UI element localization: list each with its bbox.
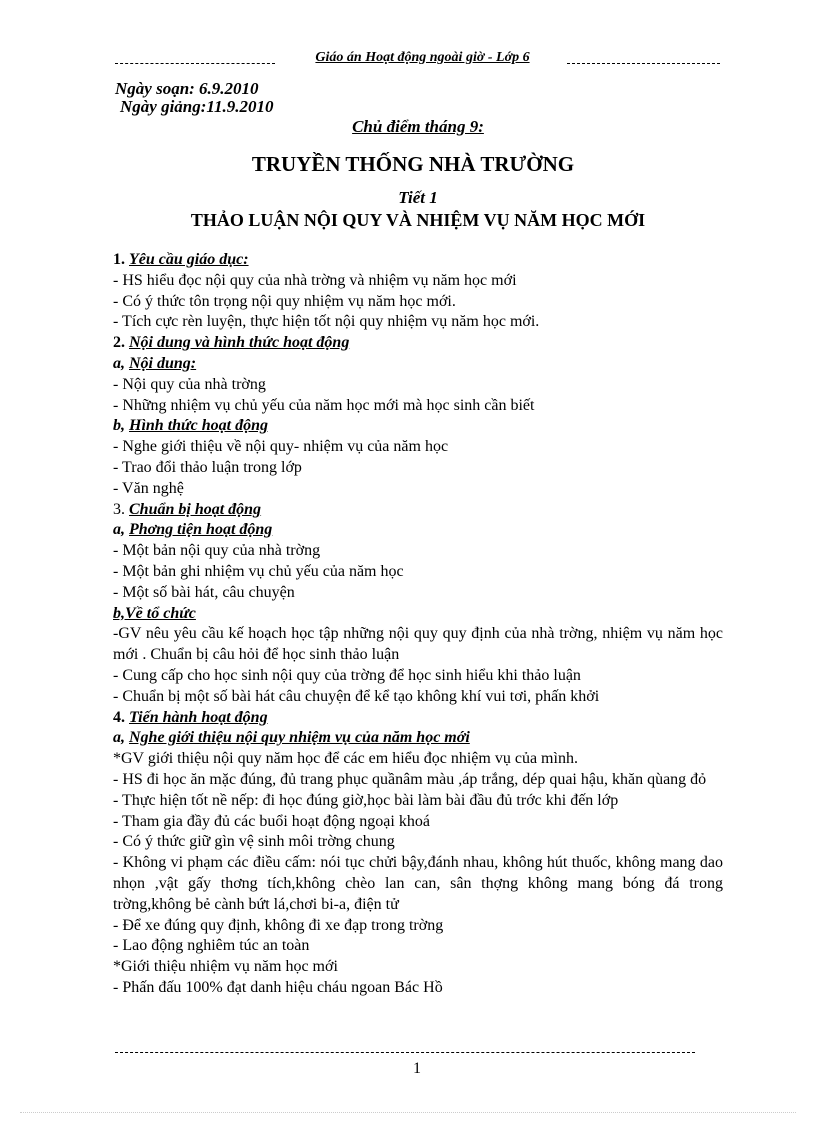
s4-line-1: *GV giới thiệu nội quy năm học để các em hiểu đọc nhiệm vụ của mình. [113,750,578,768]
section-3-heading: 3. Chuẩn bị hoạt động [113,500,262,518]
header-text: Giáo án Hoạt động ngoài giờ - Lớp 6 [315,50,530,65]
s4-line-4: - Tham gia đầy đủ các buổi hoạt động ngoại khoá [113,812,430,830]
lesson-subtitle: THẢO LUẬN NỘI QUY VÀ NHIỆM VỤ NĂM HỌC MỚI [190,210,646,230]
footer-dashes [115,1052,695,1053]
s3-a-heading: a, Phơng tiện hoạt động [113,521,273,539]
s2-a-line-2: - Những nhiệm vụ chủ yếu của năm học mới mà học sinh cần biết [113,396,535,414]
page-number: 1 [413,1060,421,1077]
s4-line-10: - Phấn đấu 100% đạt danh hiệu cháu ngoan Bác Hồ [113,978,443,996]
page-title: TRUYỀN THỐNG NHÀ TRƯỜNG [251,152,575,176]
s1-line-3: - Tích cực rèn luyện, thực hiện tốt nội quy nhiệm vụ năm học mới. [113,313,540,331]
section-1-heading: 1. Yêu cầu giáo dục: [113,251,249,268]
s1-line-1: - HS hiểu đọc nội quy của nhà trờng và nhiệm vụ năm học mới [113,271,517,289]
s2-b-heading: b, Hình thức hoạt động [113,417,268,435]
s4-line-8: - Lao động nghiêm túc an toàn [113,937,310,955]
s3-a-line-3: - Một số bài hát, câu chuyện [113,583,295,601]
s4-a-heading: a, Nghe giới thiệu nội quy nhiệm vụ của năm học mới [113,729,470,747]
s2-a-line-1: - Nội quy của nhà trờng [113,375,266,393]
s2-b-line-1: - Nghe giới thiệu về nội quy- nhiệm vụ của năm học [113,438,449,456]
s4-line-3: - Thực hiện tốt nề nếp: đi học đúng giờ,học bài làm bài đầu đủ trớc khi đến lớp [113,791,619,809]
dates-block [115,80,273,116]
document-body [113,250,723,999]
s2-b-line-2: - Trao đổi thảo luận trong lớp [113,458,302,476]
s3-a-line-2: - Một bản ghi nhiệm vụ chủ yếu của năm học [113,562,404,580]
chu-diem: Chủ điểm tháng 9: [352,117,484,136]
s4-line-5: - Có ý thức giữ gìn vệ sinh môi trờng chung [113,833,395,851]
section-2-heading: 2. Nội dung và hình thức hoạt động [113,334,350,352]
s2-a-heading: a, Nội dung: [113,354,197,372]
s3-b-heading: b,Về tổ chức [113,604,196,622]
s3-b-line-3: - Chuẩn bị một số bài hát câu chuyện để kể tạo không khí vui tơi, phấn khởi [113,687,600,705]
s4-line-2: - HS đi học ăn mặc đúng, đủ trang phục quầnâm màu ,áp trắng, dép quai hậu, khăn qùang đỏ [113,770,707,788]
s3-a-line-1: - Một bản nội quy của nhà trờng [113,542,321,560]
header-dashes-right [567,53,720,64]
s4-line-7: - Để xe đúng quy định, không đi xe đạp trong trờng [113,916,444,934]
header-dashes-left [115,53,275,64]
s4-line-6: - Không vi phạm các điều cấm: nói tục chửi bậy,đánh nhau, không hút thuốc, không mang dao nhọn ,vật gấy thơng tích,không chèo lan can, sân thợng không mang bóng đá trong trờng,không bẻ cành bứt lá,chơi bi-a, điện tử [113,854,723,913]
page-header [115,50,720,70]
s4-line-9: *Giới thiệu nhiệm vụ năm học mới [113,958,338,976]
date-soan: Ngày soạn: 6.9.2010 [115,79,259,98]
page-bottom-border [20,1112,796,1113]
s3-b-line-1: -GV nêu yêu cầu kế hoạch học tập những nội quy quy định của nhà trờng, nhiệm vụ năm học mới . Chuẩn bị câu hỏi để học sinh thảo luận [113,625,723,664]
section-4-heading: 4. Tiến hành hoạt động [113,708,268,726]
s2-b-line-3: - Văn nghệ [113,479,184,497]
s3-b-line-2: - Cung cấp cho học sinh nội quy của trờng để học sinh hiểu khi thảo luận [113,666,581,684]
tiet-label: Tiết 1 [398,188,438,207]
s1-line-2: - Có ý thức tôn trọng nội quy nhiệm vụ năm học mới. [113,292,456,310]
date-giang: Ngày giảng:11.9.2010 [120,97,274,116]
